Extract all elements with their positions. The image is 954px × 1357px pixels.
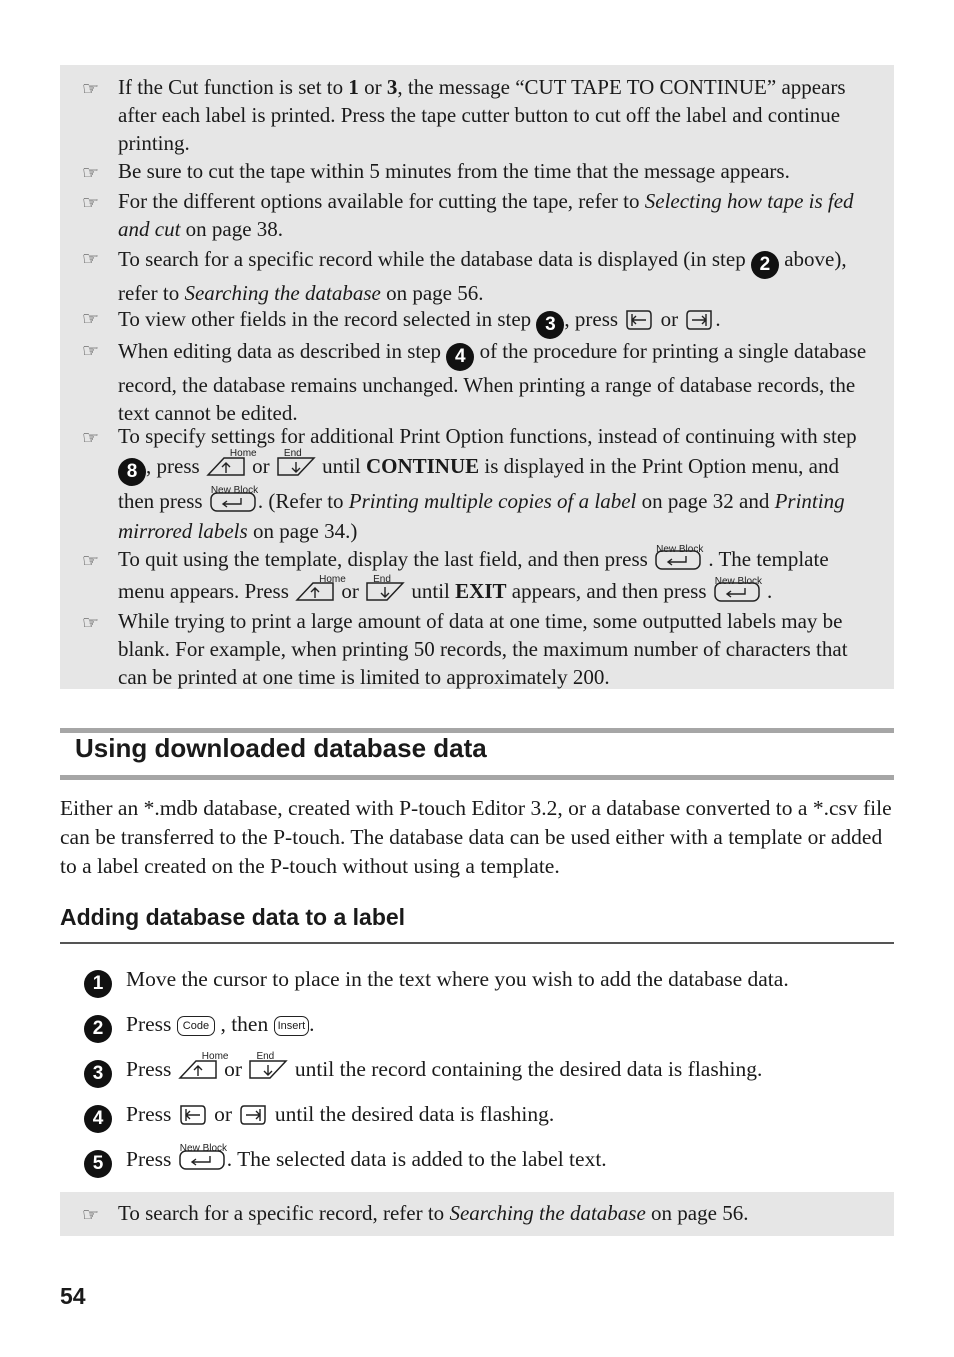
step-number-badge: 3 — [84, 1060, 112, 1088]
pointing-hand-icon: ☞ — [82, 1204, 100, 1226]
step-3: 3 Press Home or End until the record containing the desired data is flashing. — [84, 1054, 762, 1088]
note-view-fields: ☞ To view other fields in the record selected in step 3 , press or . — [60, 303, 894, 335]
reference-link: Selecting how tape is fed and cut — [118, 189, 854, 241]
pointing-hand-icon: ☞ — [82, 612, 100, 634]
down-end-key-icon: End — [365, 578, 405, 604]
pointing-hand-icon: ☞ — [82, 248, 100, 270]
code-key-icon: Code — [177, 1016, 215, 1036]
left-tab-key-icon — [624, 306, 654, 332]
note-search-record: ☞ To search for a specific record while the database data is displayed (in step 2 above), refer to Searching the database on page 56. — [82, 247, 847, 305]
note-print-options: ☞ To specify settings for additional Print Option functions, instead of continuing with step 8 , press Home or End until CONTINUE is displayed in the Print Option menu, and then press New Block . (Refer to Printing multiple copies of a label on page 32 and Printing mirrored labels on page 34.) — [82, 424, 857, 543]
down-end-key-icon: End — [276, 453, 316, 479]
pointing-hand-icon: ☞ — [82, 340, 100, 362]
note-large-data: ☞ While trying to print a large amount of data at one time, some outputted labels may be blank. For example, when printing 50 records, the maximum number of characters that can be printed at one time is limited to approximately 200. — [82, 609, 848, 689]
note-editing-data: ☞ When editing data as described in step 4 of the procedure for printing a single database record, the database remains unchanged. When printing a range of database records, the text cannot be edited. — [82, 339, 867, 425]
note-cut-options: ☞ For the different options available for cutting the tape, refer to Selecting how tape is fed and cut on page 38. — [82, 189, 854, 241]
step-number-badge: 4 — [446, 343, 474, 371]
reference-link: Searching the database — [449, 1201, 646, 1225]
right-tab-key-icon — [684, 306, 714, 332]
step-5: 5 Press New Block . The selected data is added to the label text. — [84, 1144, 607, 1178]
step-4: 4 Press or until the desired data is flashing. — [84, 1099, 554, 1133]
new-block-key-icon: New Block — [654, 548, 702, 572]
reference-link: Printing mirrored labels — [118, 489, 845, 543]
pointing-hand-icon: ☞ — [82, 550, 100, 572]
up-home-key-icon: Home — [295, 578, 335, 604]
new-block-key-icon: New Block — [713, 580, 761, 604]
up-home-key-icon: Home — [206, 453, 246, 479]
step-number-badge: 2 — [84, 1015, 112, 1043]
up-home-key-icon: Home — [178, 1056, 218, 1082]
down-end-key-icon: End — [248, 1056, 288, 1082]
pointing-hand-icon: ☞ — [82, 78, 100, 100]
step-2: 2 Press Code , then Insert . — [84, 1009, 315, 1043]
notes-box — [60, 65, 894, 689]
subsection-rule — [60, 942, 894, 944]
step-1: 1 Move the cursor to place in the text where you wish to add the database data. — [84, 964, 789, 998]
step-number-badge: 1 — [84, 970, 112, 998]
reference-link: Printing multiple copies of a label — [348, 489, 637, 513]
right-tab-key-icon — [238, 1101, 268, 1127]
step-number-badge: 4 — [84, 1105, 112, 1133]
note-quit-template: ☞ To quit using the template, display the last field, and then press New Block . The template menu appears. Press Home or End until EXIT appears, and then press New Block . — [82, 544, 829, 603]
new-block-key-icon: New Block — [178, 1148, 226, 1172]
reference-link: Searching the database — [184, 281, 381, 305]
pointing-hand-icon: ☞ — [82, 308, 100, 330]
section-title: Using downloaded database data — [75, 733, 487, 763]
note-cut-within: ☞ Be sure to cut the tape within 5 minutes from the time that the message appears. — [60, 157, 894, 187]
new-block-key-icon: New Block — [209, 490, 257, 514]
step-number-badge: 8 — [118, 458, 146, 486]
pointing-hand-icon: ☞ — [82, 192, 100, 214]
pointing-hand-icon: ☞ — [82, 427, 100, 449]
step-number-badge: 5 — [84, 1150, 112, 1178]
page-number: 54 — [60, 1283, 86, 1309]
subsection-title: Adding database data to a label — [60, 904, 406, 930]
note-cut-function: ☞ If the Cut function is set to 1 or 3, the message “CUT TAPE TO CONTINUE” appears after each label is printed. Press the tape cutter button to cut off the label and continue printing. — [82, 75, 846, 155]
intro-paragraph: Either an *.mdb database, created with P-touch Editor 3.2, or a database converted to a *.csv file can be transferred to the P-touch. The database data can be used either with a template or added to a label created on the P-touch without using a template. — [60, 796, 892, 878]
insert-key-icon: Insert — [274, 1016, 310, 1036]
step-number-badge: 3 — [536, 311, 564, 339]
left-tab-key-icon — [178, 1101, 208, 1127]
step-number-badge: 2 — [751, 251, 779, 279]
pointing-hand-icon: ☞ — [82, 162, 100, 184]
heading-rule-bottom — [60, 775, 894, 780]
note-search-reference: ☞ To search for a specific record, refer to Searching the database on page 56. — [60, 1199, 894, 1227]
bottom-note-box — [60, 1192, 894, 1236]
